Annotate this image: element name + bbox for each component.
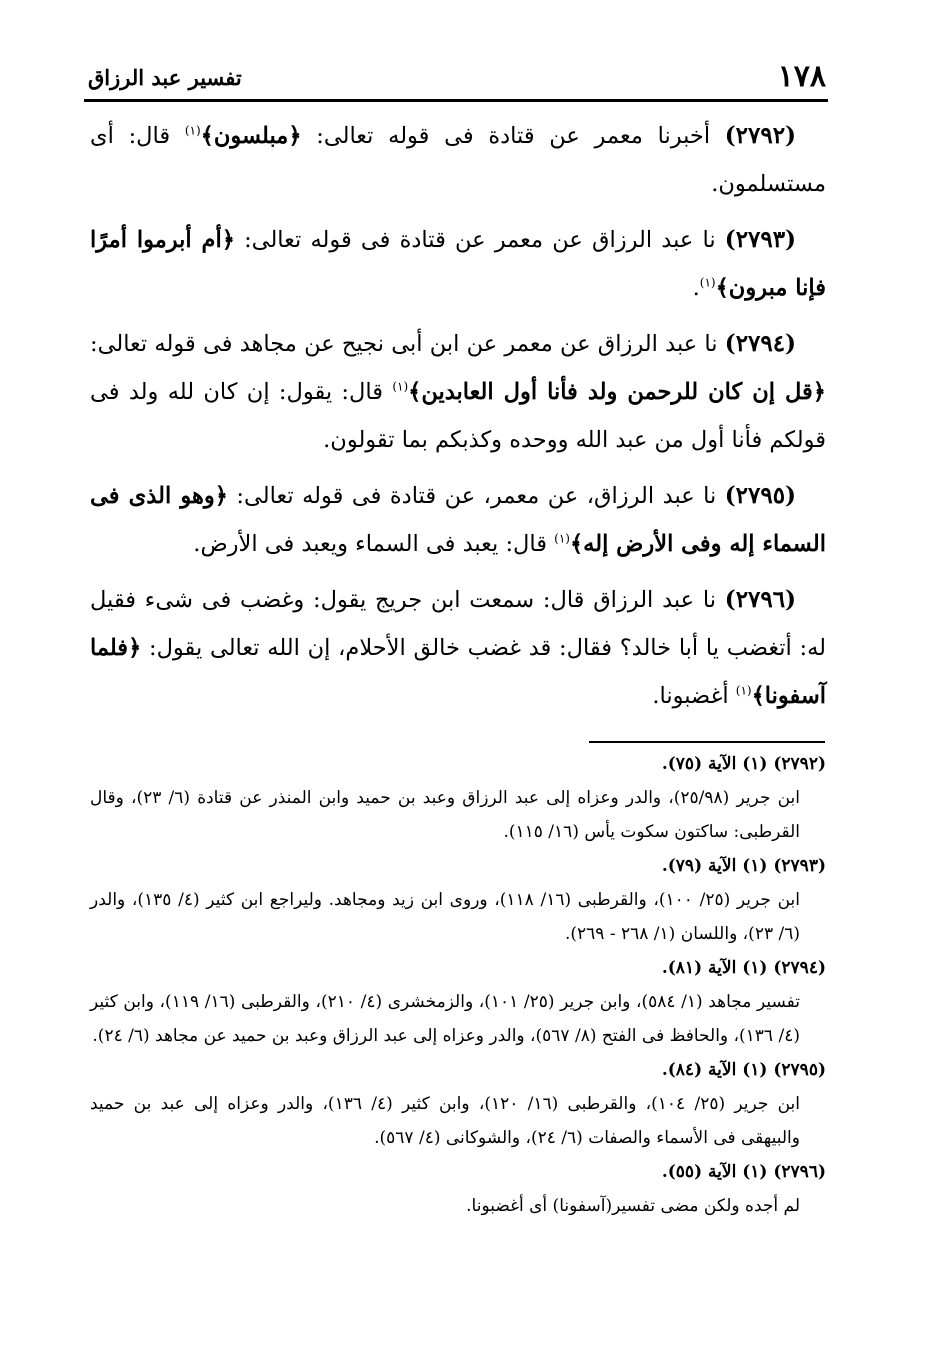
footnote-heading: (٢٧٩٢) (١) الآية (٧٥). xyxy=(661,754,826,774)
entry-2792 xyxy=(90,112,826,208)
page-header xyxy=(88,58,826,98)
entry-text: . xyxy=(692,275,700,301)
footnote-text: ابن جرير (٢٥/٩٨)، والدر وعزاه إلى عبد الرزاق وعبد بن حميد وابن المنذر عن قتادة (٦/ ٢٣)، وقال القرطبى: ساكتون سكوت يأس (١٦/ ١١٥). xyxy=(90,788,800,842)
entry-text: نا عبد الرزاق، عن معمر، عن قتادة فى قوله تعالى: xyxy=(227,483,725,509)
entry-number: (٢٧٩٥) xyxy=(724,482,796,509)
entry-text: أغضبونا. xyxy=(652,683,736,709)
entry-text: قال: يعبد فى السماء ويعبد فى الأرض. xyxy=(193,531,555,557)
footnote-ref: (١) xyxy=(554,531,570,546)
entry-text: نا عبد الرزاق عن معمر عن قتادة فى قوله تعالى: xyxy=(234,227,725,253)
footnote-heading: (٢٧٩٥) (١) الآية (٨٤). xyxy=(661,1060,826,1080)
entry-text: نا عبد الرزاق عن معمر عن ابن أبى نجيح عن مجاهد فى قوله تعالى: xyxy=(90,331,725,357)
footnote-heading: (٢٧٩٤) (١) الآية (٨١). xyxy=(661,958,826,978)
footnote-ref: (١) xyxy=(735,683,752,698)
footnote-text: ابن جرير (٢٥/ ١٠٠)، والقرطبى (١٦/ ١١٨)، وروى ابن زيد ومجاهد. وليراجع ابن كثير (٤/ ١٣٥)، والدر (٦/ ٢٣)، واللسان (١/ ٢٦٨ - ٢٦٩). xyxy=(90,890,800,944)
footnote-ref: (١) xyxy=(184,123,201,138)
entry-number: (٢٧٩٦) xyxy=(724,586,796,613)
footnote-text: ابن جرير (٢٥/ ١٠٤)، والقرطبى (١٦/ ١٢٠)، وابن كثير (٤/ ١٣٦)، والدر وعزاه إلى عبد بن حميد والبيهقى فى الأسماء والصفات (٦/ ٢٤)، والشوكانى (٤/ ٥٦٧). xyxy=(90,1094,800,1148)
quran-verse: ﴿قل إن كان للرحمن ولد فأنا أول العابدين﴾ xyxy=(408,379,826,405)
entry-2793 xyxy=(90,216,826,312)
footnote-text: لم أجده ولكن مضى تفسير(آسفونا) أى أغضبونا. xyxy=(466,1196,800,1216)
entry-number: (٢٧٩٤) xyxy=(724,330,796,357)
footnotes xyxy=(90,747,826,1223)
entry-text: نا عبد الرزاق قال: سمعت ابن جريج يقول: وغضب فى شىء فقيل له: أتغضب يا أبا خالد؟ فقال: قد غضب خالق الأحلام، إن الله تعالى يقول: xyxy=(90,587,826,661)
footnote-heading: (٢٧٩٣) (١) الآية (٧٩). xyxy=(661,856,826,876)
entry-number: (٢٧٩٢) xyxy=(724,122,796,149)
quran-verse: ﴿وهو الذى فى السماء إله وفى الأرض إله﴾ xyxy=(90,483,826,557)
footnote-divider xyxy=(589,741,825,743)
quran-verse: ﴿أم أبرموا أمرًا فإنا مبرون﴾ xyxy=(90,227,826,301)
footnote-ref: (١) xyxy=(392,379,409,394)
entry-2796 xyxy=(90,576,826,720)
main-text xyxy=(90,112,826,728)
quran-verse: ﴿فلما آسفونا﴾ xyxy=(90,635,826,709)
footnote-text: تفسير مجاهد (١/ ٥٨٤)، وابن جرير (٢٥/ ١٠١)، والزمخشرى (٤/ ٢١٠)، والقرطبى (١٦/ ١١٩)، وابن كثير (٤/ ١٣٦)، والحافظ فى الفتح (٨/ ٥٦٧)، والدر وعزاه إلى عبد الرزاق وعبد بن حميد عن مجاهد (٦/ ٢٤). xyxy=(90,992,801,1046)
footnote-heading: (٢٧٩٦) (١) الآية (٥٥). xyxy=(661,1162,826,1182)
entry-2794 xyxy=(90,320,826,464)
entry-2795 xyxy=(90,472,826,568)
quran-verse: ﴿مبلسون﴾ xyxy=(200,123,302,149)
entry-text: قال: يقول: إن كان لله ولد فى قولكم فأنا أول من عبد الله ووحده وكذبكم بما تقولون. xyxy=(90,379,826,453)
entry-text: أخبرنا معمر عن قتادة فى قوله تعالى: xyxy=(301,123,725,149)
entry-text: قال: أى مستسلمون. xyxy=(90,123,826,197)
running-title: تفسير عبد الرزاق xyxy=(88,65,242,90)
footnote-ref: (١) xyxy=(699,275,716,290)
entry-number: (٢٧٩٣) xyxy=(724,226,796,253)
header-divider xyxy=(84,99,828,102)
page-number: ١٧٨ xyxy=(777,59,826,94)
